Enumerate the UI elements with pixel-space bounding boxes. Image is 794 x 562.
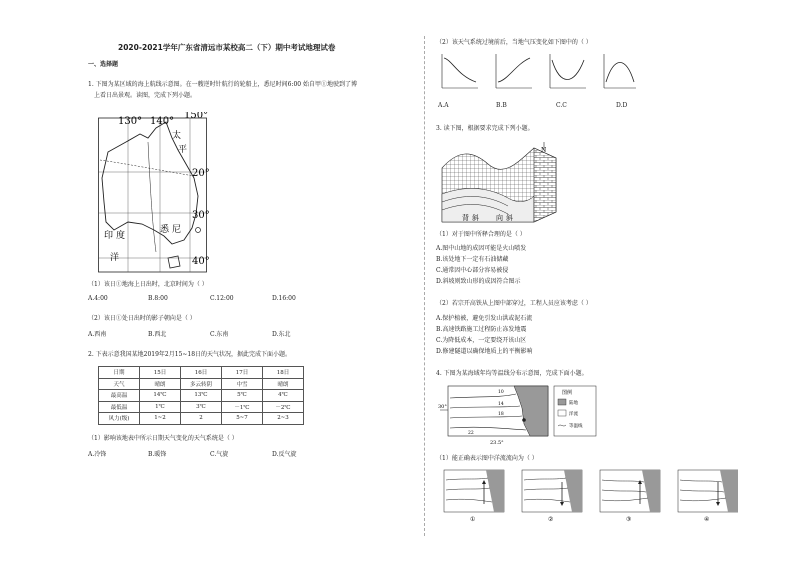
q1-sub1-option-b[interactable]: B.8:00: [148, 295, 168, 302]
q2-sub1-option-d[interactable]: D.反气旋: [272, 451, 297, 458]
label-lon130: 130°: [118, 116, 143, 127]
q3-stem: 3. 读下图，根据要求完成下列小题。: [436, 125, 534, 132]
q1-sub1-option-c[interactable]: C.12:00: [210, 295, 234, 302]
q1-stem-line2: 上看日出景观。读图，完成下列小题。: [94, 92, 197, 99]
q3-sub2: （2）若宗开高铁从上图中部穿过，工程人员应该考虑（ ）: [436, 300, 592, 307]
option-map-4[interactable]: [678, 470, 738, 523]
table-row: 最高温 14℃ 13℃ 5℃ 4℃: [99, 390, 304, 402]
label-lat30: 30°: [438, 404, 447, 410]
q1-stem-line1: 1. 下图为某区域的海上航线示意图。在一艘逆时针航行的轮船上，悉尼时间6:00 始自甲①地驶到了博: [88, 81, 358, 88]
q2-sub2-option-d[interactable]: D.D: [616, 102, 628, 109]
legend-land: 陆地: [569, 401, 578, 406]
q4-stem: 4. 下图为某海域年均等温线分布示意图，完成下面小题。: [436, 370, 588, 377]
section-heading: 一、选择题: [88, 61, 119, 68]
isotherm-map: [438, 384, 598, 446]
label-north: N: [541, 147, 547, 154]
q2-sub2-option-c[interactable]: C.C: [556, 102, 567, 109]
label-lat20: 20°: [192, 168, 210, 179]
label-anticline1: 背: [462, 214, 469, 222]
label-indian3: 洋: [110, 253, 120, 263]
q1-sub2-option-c[interactable]: C.东南: [210, 331, 229, 338]
geologic-block-diagram: [438, 140, 564, 226]
iso-18: 18: [498, 412, 504, 417]
label-ocean1: 太: [172, 131, 182, 141]
label-ocean2: 平: [178, 145, 188, 155]
pressure-graphs: [438, 50, 638, 96]
label-lat40: 40°: [192, 256, 210, 267]
weather-table: [98, 366, 304, 425]
q3-sub1: （1）对于图中所释合理的是（ ）: [436, 231, 526, 238]
svg-text:①: ①: [470, 516, 476, 523]
table-row: 日期 15日 16日 17日 18日: [99, 367, 304, 379]
q3-sub1-option-d[interactable]: D.斜坡则致山形的成因符合图示: [436, 278, 521, 285]
q3-sub2-option-d[interactable]: D.修建隧道以确保地质上的平衡影响: [436, 348, 533, 355]
svg-text:③: ③: [626, 516, 632, 523]
table-row: 风力(级) 1~2 2 5~7 2~3: [99, 413, 304, 425]
column-divider: [424, 36, 425, 536]
q3-sub1-option-b[interactable]: B.该处地下一定有石油储藏: [436, 256, 509, 263]
q1-sub1: （1）该日①地海上日出时，北京时间为（ ）: [88, 281, 208, 288]
q1-sub2-option-b[interactable]: B.西北: [148, 331, 167, 338]
q1-sub1-option-a[interactable]: A.4:00: [88, 295, 108, 302]
label-syncline2: 斜: [506, 214, 513, 222]
q2-sub1-option-c[interactable]: C.气旋: [210, 451, 229, 458]
label-indian1: 印: [104, 231, 114, 241]
legend-current: 洋流: [569, 412, 578, 417]
q2-sub2: （2）该天气系统过境前后，当地气压变化如下图中的（ ）: [436, 39, 592, 46]
page-title: 2020-2021学年广东省清远市某校高二（下）期中考试地理试卷: [118, 43, 336, 52]
q3-sub1-option-a[interactable]: A.图中山地的成因可能是火山喷发: [436, 245, 527, 252]
q1-sub2-option-a[interactable]: A.西南: [88, 331, 107, 338]
q4-sub1: （1）能正确表示图中洋流流向为（ ）: [436, 455, 538, 462]
svg-text:②: ②: [548, 516, 554, 523]
iso-22: 22: [468, 431, 474, 436]
q3-sub2-option-b[interactable]: B.高速铁路施工过程防止冻发地震: [436, 326, 527, 333]
q3-sub1-option-c[interactable]: C.通常因中心部分容易被侵: [436, 267, 509, 274]
table-row: 天气 晴朗 多云转阴 中雪 晴朗: [99, 378, 304, 390]
current-option-maps: [438, 468, 738, 524]
label-syncline1: 向: [496, 214, 503, 222]
label-lon140: 140°: [150, 116, 175, 127]
q1-sub2: （2）该日①处日出时的影子朝向是（ ）: [88, 315, 196, 322]
label-lat30: 30°: [192, 210, 210, 221]
q2-sub1-option-a[interactable]: A.冷锋: [88, 451, 107, 458]
q2-sub2-option-a[interactable]: A.A: [438, 102, 449, 109]
q2-sub2-option-b[interactable]: B.B: [496, 102, 507, 109]
label-city1: 悉: [160, 225, 170, 235]
label-indian2: 度: [116, 231, 126, 241]
q2-sub1-option-b[interactable]: B.暖锋: [148, 451, 167, 458]
q2-sub1: （1）影响该地表中所示日期天气变化的天气系统是（ ）: [88, 435, 238, 442]
option-map-2[interactable]: [522, 470, 582, 523]
label-city2: 尼: [172, 225, 182, 235]
legend-title: 图例: [562, 390, 573, 396]
iso-14: 14: [498, 402, 504, 407]
table-row: 最低温 1℃ 3℃ －1℃ －2℃: [99, 401, 304, 413]
q3-sub2-option-c[interactable]: C.为降低成本，一定要绕开该山区: [436, 337, 527, 344]
australia-route-map: [98, 112, 214, 274]
q1-sub2-option-d[interactable]: D.东北: [272, 331, 291, 338]
option-map-1[interactable]: [444, 470, 504, 523]
legend-isotherm: 等温线: [569, 424, 583, 429]
label-lon: 23.5°: [490, 440, 504, 446]
q1-sub1-option-d[interactable]: D.16:00: [272, 295, 296, 302]
label-anticline2: 斜: [472, 214, 479, 222]
q3-sub2-option-a[interactable]: A.保护植被，避免引发山洪或泥石流: [436, 315, 533, 322]
option-map-3[interactable]: [600, 470, 660, 523]
svg-text:④: ④: [704, 516, 710, 523]
q2-stem: 2. 下表示意我国某地2019年2月15~18日的天气状况，据此完成下面小题。: [88, 351, 292, 358]
iso-10: 10: [498, 390, 504, 395]
label-lon150: 150°: [184, 112, 209, 121]
